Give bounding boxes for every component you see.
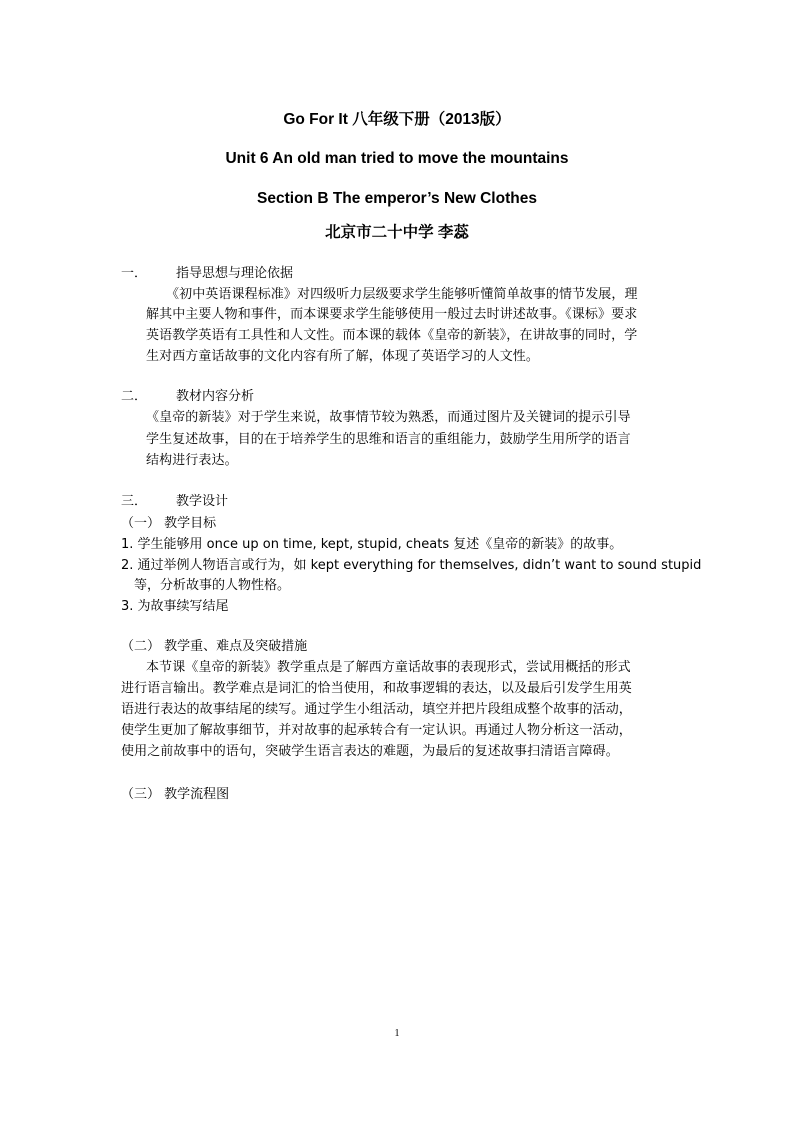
page-number: 1	[394, 1028, 400, 1039]
objective-item: 2. 通过举例人物语言或行为，如 kept everything for themselves, didn’t want to sound stupid	[121, 558, 702, 573]
section3-number: 三．	[121, 494, 148, 509]
objective-item: 1. 学生能够用 once up on time, kept, stupid, cheats 复述《皇帝的新装》的故事。	[121, 537, 623, 552]
section1-heading: 指导思想与理论依据	[176, 266, 294, 281]
key-points-line: 语进行表达的故事结尾的续写。通过学生小组活动，填空并把片段组成整个故事的活动，	[121, 702, 632, 717]
key-points-line: 进行语言输出。教学难点是词汇的恰当使用，和故事逻辑的表达，以及最后引发学生用英	[121, 681, 632, 696]
section3-heading: 教学设计	[176, 494, 229, 509]
document-title: Go For It 八年级下册（2013版）	[283, 111, 511, 128]
section-title: Section B The emperor’s New Clothes	[257, 190, 537, 207]
section1-number: 一．	[121, 266, 148, 281]
key-points-line: 使学生更加了解故事细节，并对故事的起承转合有一定认识。再通过人物分析这一活动，	[121, 723, 632, 738]
objective-item: 3. 为故事续写结尾	[121, 599, 229, 614]
section2-number: 二．	[121, 389, 148, 404]
section1-line: 解其中主要人物和事件，而本课要求学生能够使用一般过去时讲述故事。《课标》要求	[146, 307, 638, 322]
section2-line: 学生复述故事，目的在于培养学生的思维和语言的重组能力，鼓励学生用所学的语言	[146, 432, 631, 447]
section1-line: 生对西方童话故事的文化内容有所了解，体现了英语学习的人文性。	[146, 349, 540, 364]
key-points-line: 使用之前故事中的语句，突破学生语言表达的难题，为最后的复述故事扫清语言障碍。	[121, 744, 619, 759]
subsection-heading-flowchart: （三） 教学流程图	[121, 787, 230, 802]
subsection-heading-objectives: （一） 教学目标	[121, 516, 217, 531]
author-school: 北京市二十中学 李蕊	[325, 224, 469, 241]
subsection-heading-key-points: （二） 教学重、难点及突破措施	[121, 639, 308, 654]
section1-line: 《初中英语课程标准》对四级听力层级要求学生能够听懂简单故事的情节发展，理	[166, 287, 638, 302]
section1-line: 英语教学英语有工具性和人文性。而本课的载体《皇帝的新装》，在讲故事的同时，学	[146, 328, 638, 343]
section2-line: 《皇帝的新装》对于学生来说，故事情节较为熟悉，而通过图片及关键词的提示引导	[146, 410, 631, 425]
objective-item-continued: 等，分析故事的人物性格。	[134, 578, 291, 593]
section2-line: 结构进行表达。	[146, 453, 238, 468]
section2-heading: 教材内容分析	[176, 389, 255, 404]
unit-title: Unit 6 An old man tried to move the mountains	[225, 150, 569, 167]
key-points-line: 本节课《皇帝的新装》教学重点是了解西方童话故事的表现形式，尝试用概括的形式	[146, 660, 631, 675]
